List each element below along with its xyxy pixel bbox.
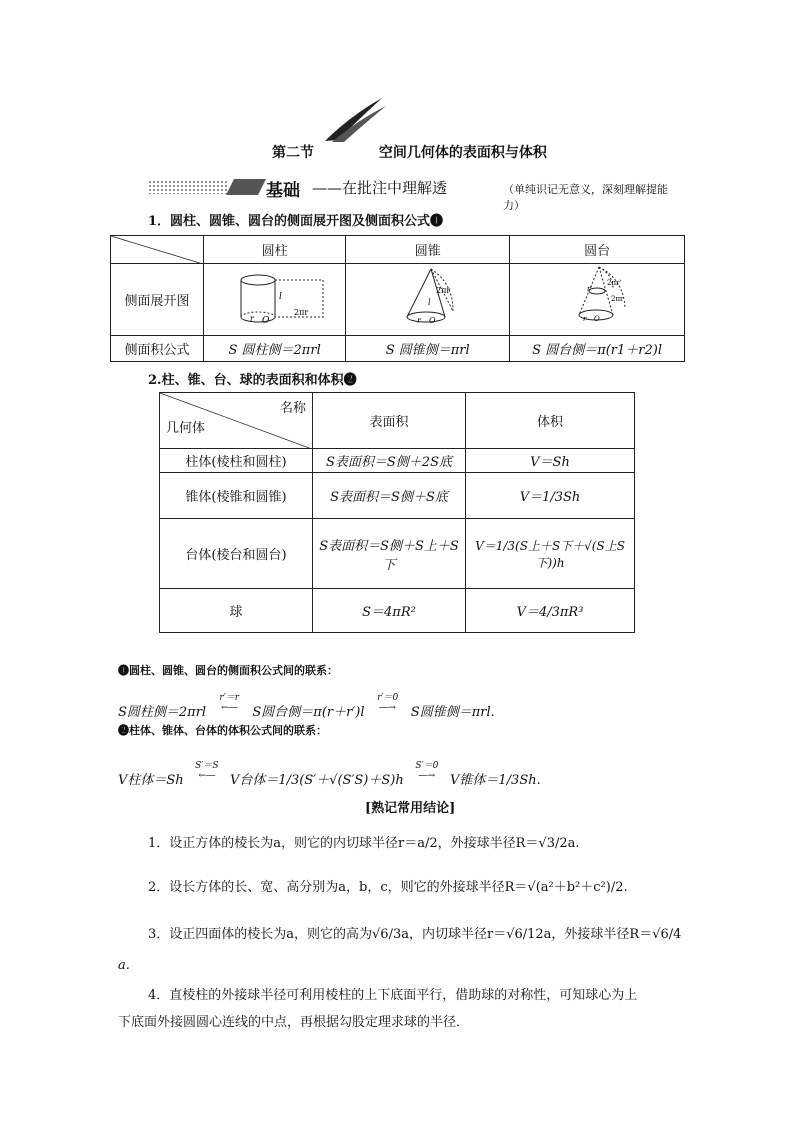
sphere-volume: V＝4/3πR³ — [466, 589, 635, 633]
conclusion-1: 1．设正方体的棱长为a，则它的内切球半径r＝a/2，外接球半径R＝√3/2a. — [148, 836, 580, 851]
frustum-unfold-diagram — [517, 265, 677, 331]
cone-unfold-diagram — [353, 265, 503, 331]
corner-cell — [111, 236, 204, 264]
frustum-formula: S 圆台侧＝π(r1＋r2)l — [510, 336, 685, 362]
frustum-area: S表面积＝S侧＋S上＋S下 — [313, 519, 466, 589]
note1-arrow2: r′＝0 ―→ — [377, 693, 399, 713]
conclusion-3: 3．设正四面体的棱长为a，则它的高为√6/3a，内切球半径r＝√6/12a，外接球半径R＝√6/4 — [148, 927, 682, 942]
pyramid-area: S表面积＝S侧＋S底 — [313, 473, 466, 519]
col-cone: 圆锥 — [346, 236, 510, 264]
head-volume: 体积 — [466, 393, 635, 449]
note1-text: ❶圆柱、圆锥、圆台的侧面积公式间的联系： — [118, 664, 338, 677]
item1-title: 1．圆柱、圆锥、圆台的侧面展开图及侧面积公式❶ — [148, 214, 444, 229]
svg-text:l: l — [427, 297, 431, 307]
svg-text:O: O — [594, 314, 600, 323]
corner-solid: 几何体 — [166, 421, 206, 436]
conclusion-4-cont: 下底面外接圆圆心连线的中点，再根据勾股定理求球的半径． — [118, 1015, 470, 1030]
banner-word: 基础 — [266, 181, 300, 201]
note2-formula — [118, 758, 541, 788]
cylinder-formula: S 圆柱侧＝2πrl — [204, 336, 346, 362]
prism-area: S表面积＝S侧＋2S底 — [313, 449, 466, 473]
svg-text:2πr': 2πr' — [607, 278, 622, 287]
svg-text:2πr: 2πr — [293, 307, 308, 317]
sphere-area: S＝4πR² — [313, 589, 466, 633]
note2-arrow2: S′＝0 ―→ — [415, 761, 439, 781]
col-frustum: 圆台 — [510, 236, 685, 264]
frustum-volume: V＝1/3(S上＋S下＋√(S上S下))h — [466, 519, 635, 589]
conclusion-3-cont: a. — [118, 958, 130, 973]
header-swoosh-icon — [320, 96, 390, 146]
section-title: 空间几何体的表面积与体积 — [378, 145, 547, 161]
svg-text:r: r — [249, 313, 254, 323]
volume-corner — [160, 393, 313, 449]
pyramid-name: 锥体(棱锥和圆锥) — [160, 473, 313, 519]
banner-dots — [148, 180, 228, 194]
lateral-table — [110, 235, 685, 362]
conclusion-4: 4．直棱柱的外接球半径可利用棱柱的上下底面平行，借助球的对称性，可知球心为上 — [148, 988, 638, 1003]
prism-name: 柱体(棱柱和圆柱) — [160, 449, 313, 473]
banner-subtitle: ——在批注中理解透 — [312, 179, 448, 197]
banner-note: （单纯识记无意义，深刻理解提能力） — [503, 183, 668, 212]
svg-text:2πr: 2πr — [435, 285, 450, 295]
svg-text:r': r' — [587, 284, 593, 293]
banner-bar — [226, 179, 266, 195]
row-unfold-label: 侧面展开图 — [111, 264, 204, 336]
note1-formula — [118, 690, 495, 720]
svg-text:2πr: 2πr — [611, 294, 624, 303]
cylinder-figure — [204, 264, 346, 336]
frustum-name: 台体(棱台和圆台) — [160, 519, 313, 589]
cone-formula: S 圆锥侧＝πrl — [346, 336, 510, 362]
svg-text:l: l — [278, 291, 282, 302]
note1-a: S圆柱侧＝2πrl — [118, 705, 207, 720]
cylinder-unfold-diagram — [210, 265, 340, 331]
head-area: 表面积 — [313, 393, 466, 449]
item2-title: 2.柱、锥、台、球的表面积和体积❷ — [148, 373, 357, 388]
note2-b: V台体＝1/3(S′＋√(S′S)＋S)h — [229, 773, 404, 788]
svg-text:O: O — [428, 315, 436, 325]
conclusion-2: 2．设长方体的长、宽、高分别为a，b，c，则它的外接球半径R＝√(a²＋b²＋c²)/2. — [148, 880, 628, 895]
section-header — [272, 142, 607, 162]
note1-arrow1: r′＝r ←― — [219, 693, 240, 713]
note2-text: ❷柱体、锥体、台体的体积公式间的联系： — [118, 724, 327, 737]
note2-a: V柱体＝Sh — [118, 773, 184, 788]
basics-banner — [148, 176, 673, 212]
frustum-figure — [510, 264, 685, 336]
prism-volume: V＝Sh — [466, 449, 635, 473]
cone-figure — [346, 264, 510, 336]
sphere-name: 球 — [160, 589, 313, 633]
section-number: 第二节 — [272, 145, 314, 161]
note2-arrow1: S′＝S ←― — [195, 761, 219, 781]
svg-text:r: r — [583, 314, 587, 323]
svg-text:O: O — [261, 315, 269, 326]
corner-name: 名称 — [279, 401, 306, 416]
note1-b: S圆台侧＝π(r＋r′)l — [252, 705, 365, 720]
pyramid-volume: V＝1/3Sh — [466, 473, 635, 519]
note2-c: V锥体＝1/3Sh. — [450, 773, 541, 788]
remember-heading: [熟记常用结论] — [365, 801, 456, 816]
row-formula-label: 侧面积公式 — [111, 336, 204, 362]
svg-text:r: r — [416, 315, 421, 325]
volume-table — [159, 392, 635, 633]
note1-c: S圆锥侧＝πrl. — [410, 705, 495, 720]
col-cylinder: 圆柱 — [204, 236, 346, 264]
